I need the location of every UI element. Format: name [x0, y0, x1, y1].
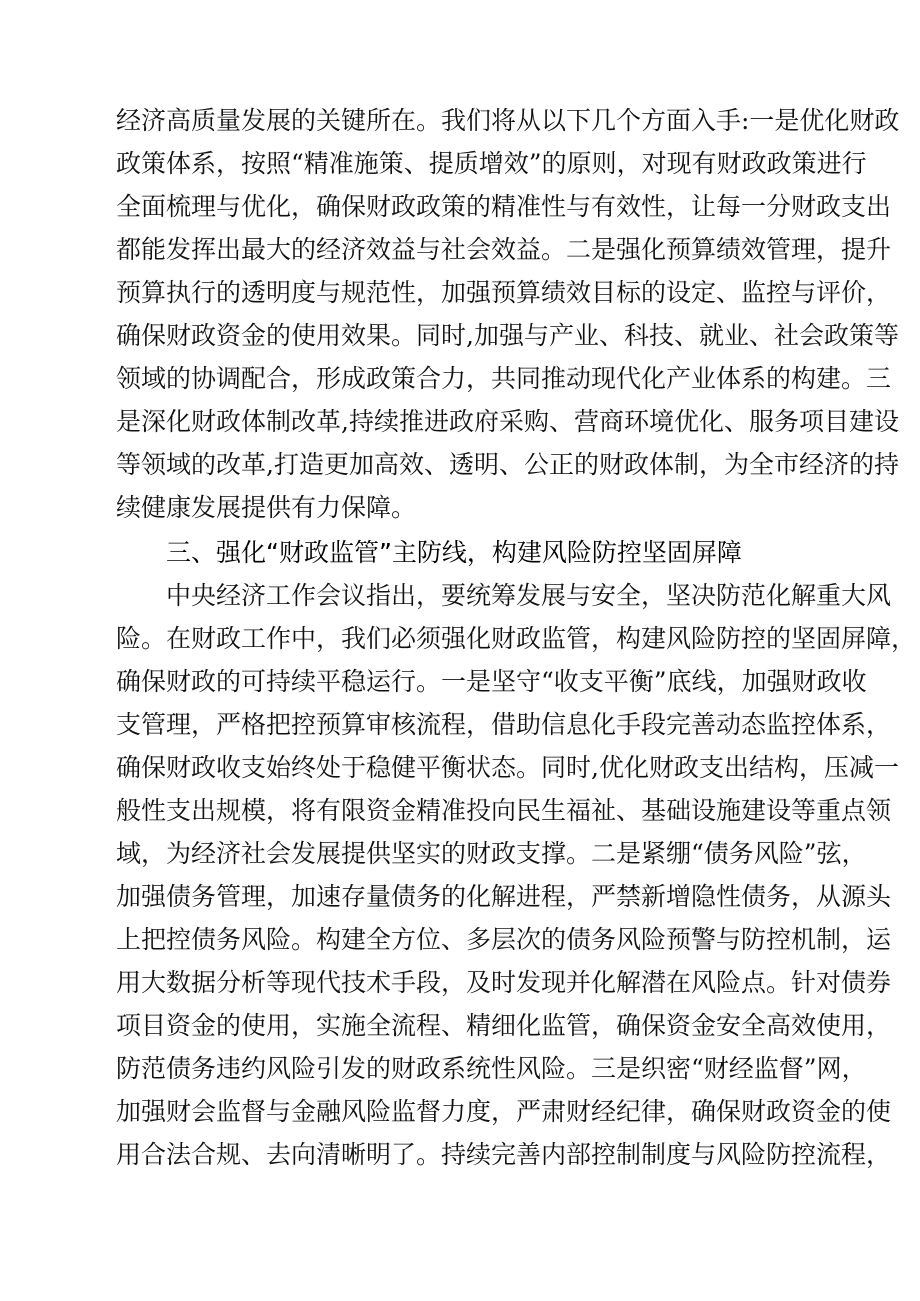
- paragraph-line: 用合法合规、去向清晰明了。持续完善内部控制制度与风险防控流程，: [116, 1140, 892, 1169]
- paragraph-line: 都能发挥出最大的经济效益与社会效益。二是强化预算绩效管理，提升: [116, 235, 892, 264]
- paragraph-line: 是深化财政体制改革,持续推进政府采购、营商环境优化、服务项目建设: [116, 407, 899, 436]
- paragraph-line: 加强财会监督与金融风险监督力度，严肃财经纪律，确保财政资金的使: [116, 1097, 892, 1126]
- paragraph-line: 防范债务违约风险引发的财政系统性风险。三是织密“财经监督”网，: [116, 1054, 867, 1083]
- paragraph-line: 全面梳理与优化，确保财政政策的精准性与有效性，让每一分财政支出: [116, 192, 892, 221]
- paragraph-line: 等领域的改革,打造更加高效、透明、公正的财政体制，为全市经济的持: [116, 450, 899, 479]
- paragraph-line: 用大数据分析等现代技术手段，及时发现并化解潜在风险点。针对债券: [116, 968, 892, 997]
- paragraph-line: 中央经济工作会议指出，要统筹发展与安全，坚决防范化解重大风: [166, 581, 892, 610]
- paragraph-line: 支管理，严格把控预算审核流程，借助信息化手段完善动态监控体系，: [116, 710, 892, 739]
- paragraph-line: 确保财政资金的使用效果。同时,加强与产业、科技、就业、社会政策等: [116, 321, 899, 350]
- paragraph-line: 预算执行的透明度与规范性，加强预算绩效目标的设定、监控与评价，: [116, 278, 892, 307]
- paragraph-line: 域，为经济社会发展提供坚实的财政支撑。二是紧绷“债务风险”弦，: [116, 839, 867, 868]
- paragraph-line: 确保财政收支始终处于稳健平衡状态。同时,优化财政支出结构，压减一: [116, 753, 899, 782]
- paragraph-line: 项目资金的使用，实施全流程、精细化监管，确保资金安全高效使用，: [116, 1011, 892, 1040]
- paragraph-line: 加强债务管理，加速存量债务的化解进程，严禁新增隐性债务，从源头: [116, 882, 892, 911]
- paragraph-line: 续健康发展提供有力保障。: [116, 493, 417, 522]
- paragraph-line: 政策体系，按照“精准施策、提质增效”的原则，对现有财政政策进行: [116, 149, 867, 178]
- section-heading: 三、强化“财政监管”主防线，构建风险防控坚固屏障: [166, 538, 742, 567]
- paragraph-line: 领域的协调配合，形成政策合力，共同推动现代化产业体系的构建。三: [116, 364, 892, 393]
- paragraph-line: 确保财政的可持续平稳运行。一是坚守“收支平衡”底线，加强财政收: [116, 667, 867, 696]
- paragraph-line: 上把控债务风险。构建全方位、多层次的债务风险预警与防控机制，运: [116, 925, 892, 954]
- paragraph-line: 般性支出规模，将有限资金精准投向民生福祉、基础设施建设等重点领: [116, 796, 892, 825]
- paragraph-line: 险。在财政工作中，我们必须强化财政监管，构建风险防控的坚固屏障，: [116, 624, 917, 653]
- paragraph-line: 经济高质量发展的关键所在。我们将从以下几个方面入手:一是优化财政: [116, 106, 900, 135]
